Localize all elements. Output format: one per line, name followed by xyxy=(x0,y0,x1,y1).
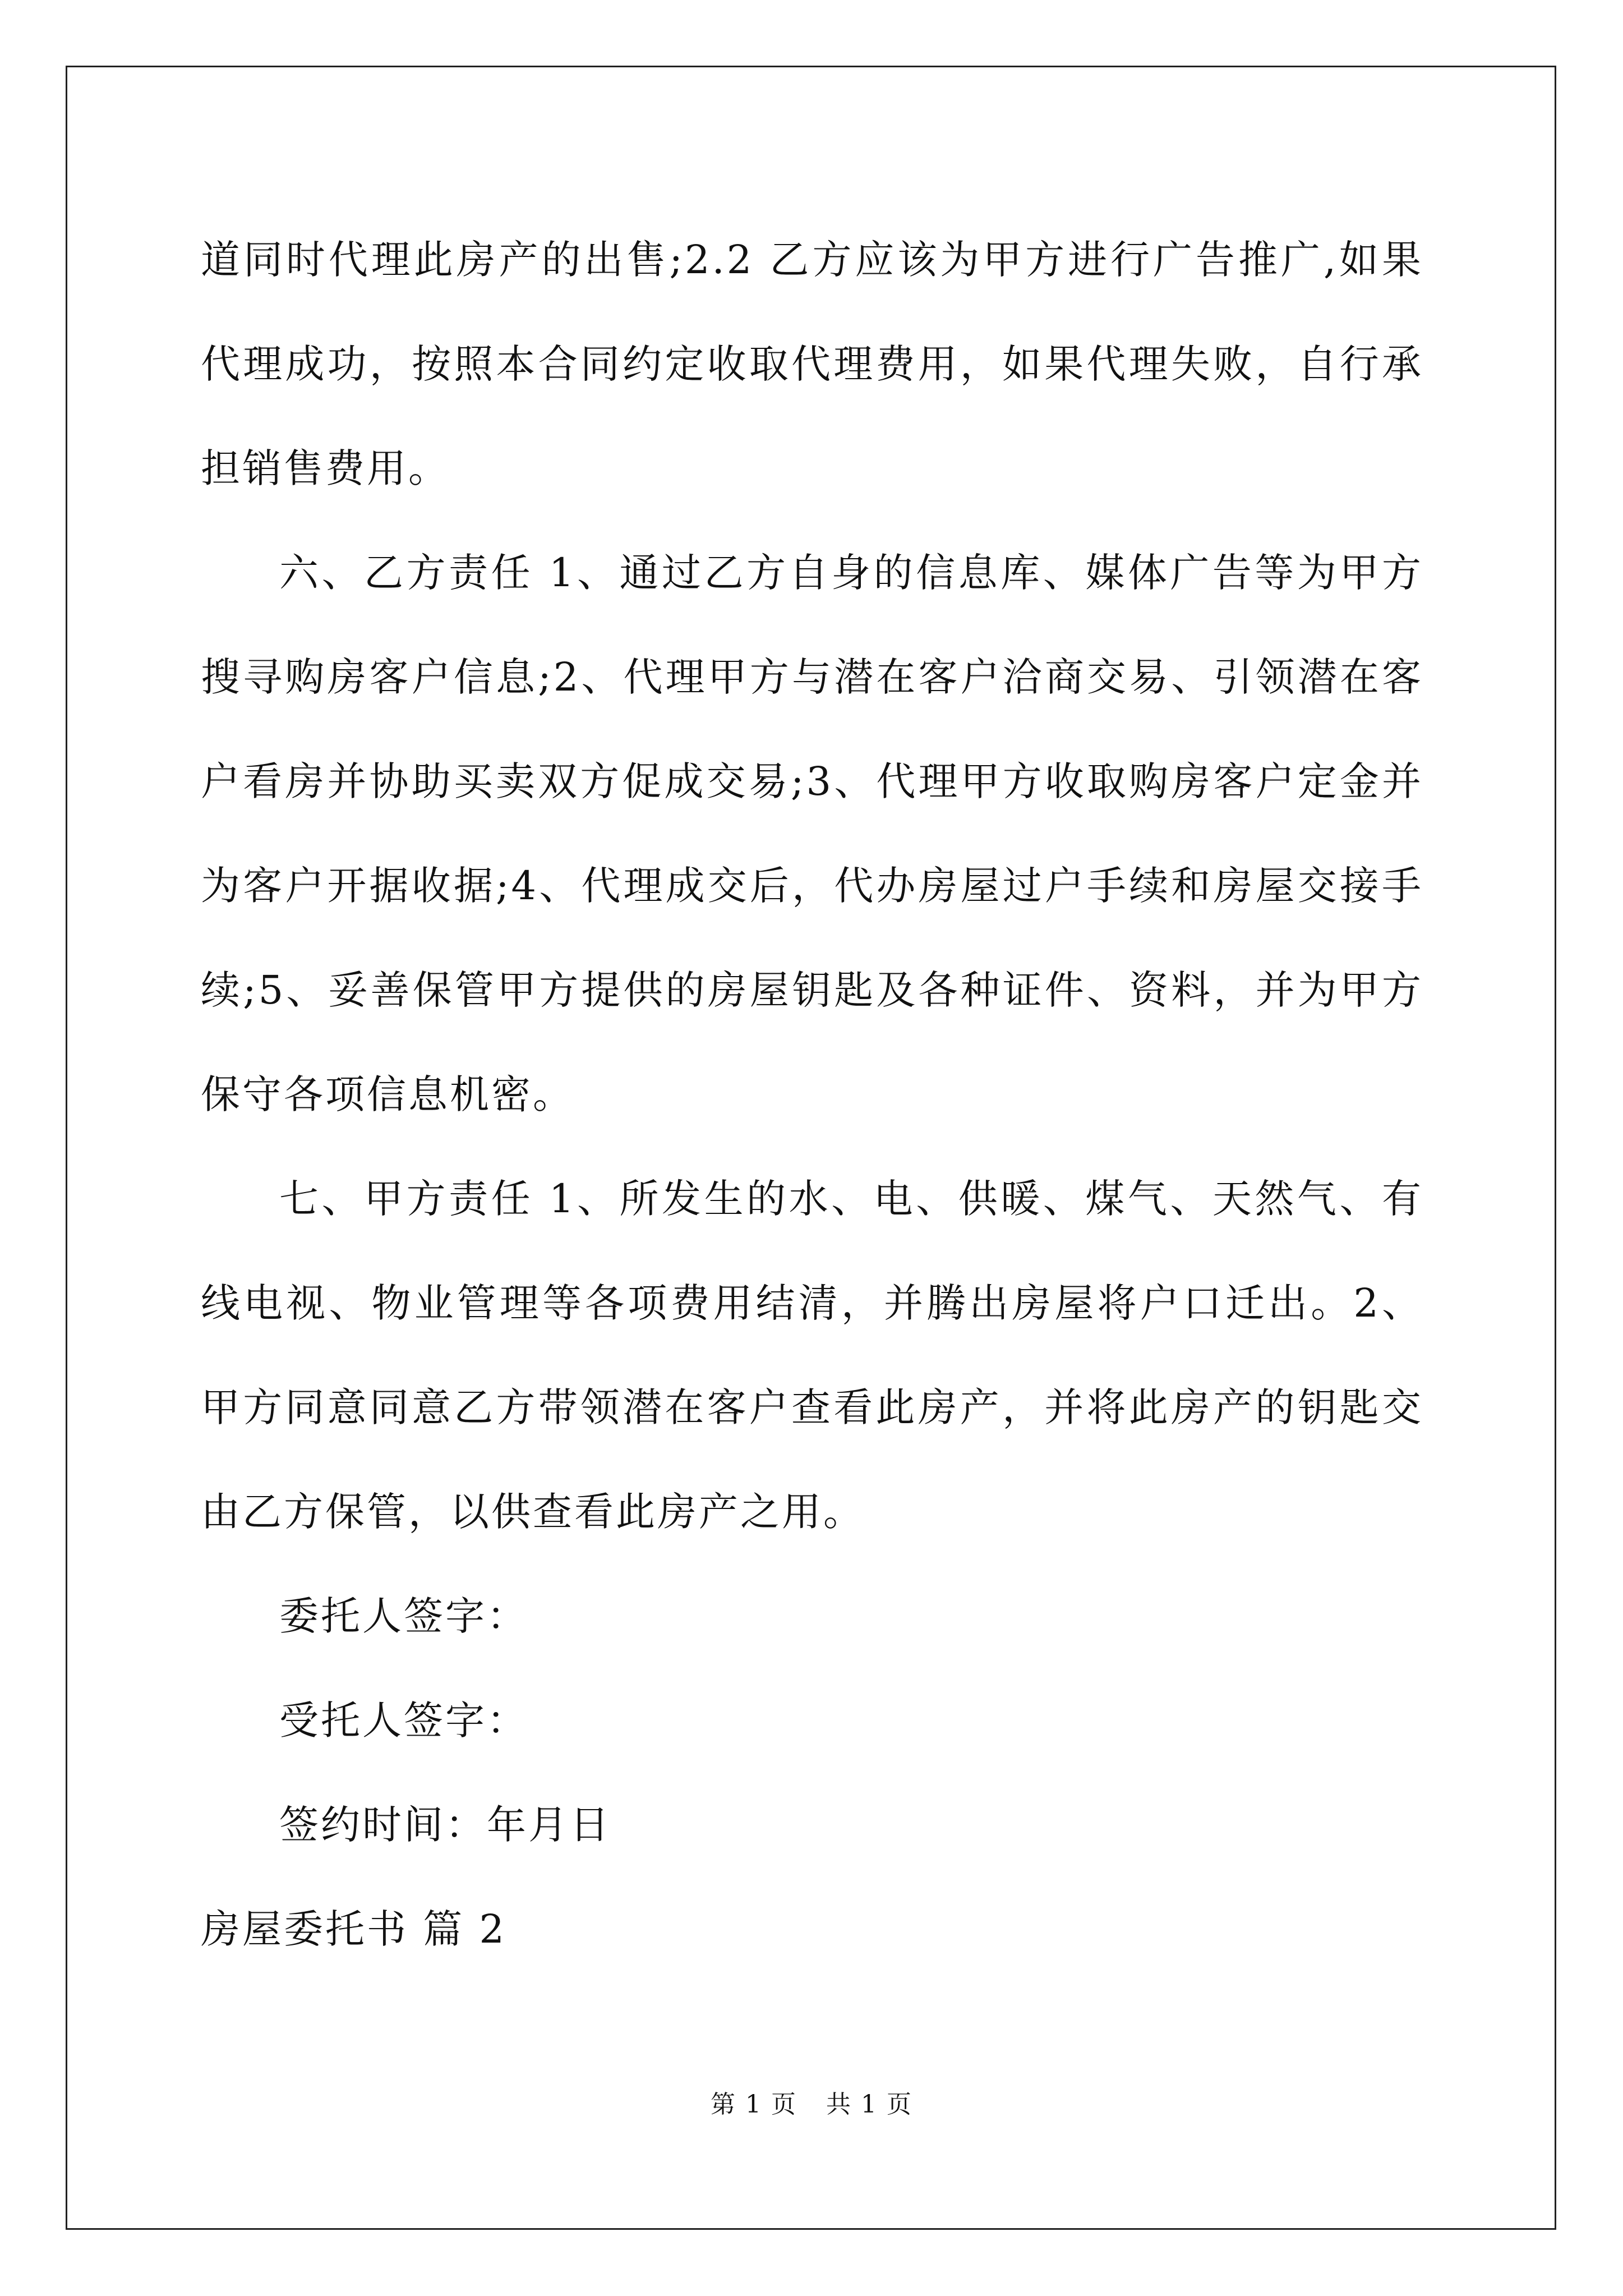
document-body xyxy=(201,208,1423,1981)
paragraph-continuation: 道同时代理此房产的出售;2.2 乙方应该为甲方进行广告推广,如果代理成功，按照本合同约定收取代理费用，如果代理失败，自行承担销售费用。 xyxy=(201,237,1423,491)
page-footer xyxy=(0,2088,1623,2122)
paragraph-party-b-duties: 六、乙方责任 1、通过乙方自身的信息库、媒体广告等为甲方搜寻购房客户信息;2、代理甲方与潜在客户洽商交易、引领潜在客户看房并协助买卖双方促成交易;3、代理甲方收取购房客户定金并为客户开据收据;4、代理成交后，代办房屋过户手续和房屋交接手续;5、妥善保管甲方提供的房屋钥匙及各种证件、资料，并为甲方保守各项信息机密。 xyxy=(201,550,1423,1117)
signature-block xyxy=(201,1564,1423,1877)
agent-signature-label: 受托人签字： xyxy=(279,1697,528,1743)
paragraph-party-a-duties: 七、甲方责任 1、所发生的水、电、供暖、煤气、天然气、有线电视、物业管理等各项费用结清，并腾出房屋将户口迁出。2、甲方同意同意乙方带领潜在客户查看此房产，并将此房产的钥匙交由乙方保管，以供查看此房产之用。 xyxy=(201,1176,1423,1535)
signing-date-label: 签约时间：年月日 xyxy=(279,1802,611,1848)
section-heading: 房屋委托书 篇 2 xyxy=(201,1906,507,1952)
principal-signature-label: 委托人签字： xyxy=(279,1593,528,1639)
page-number-current: 第 1 页 xyxy=(711,2090,797,2119)
page-number-total: 共 1 页 xyxy=(826,2090,912,2119)
